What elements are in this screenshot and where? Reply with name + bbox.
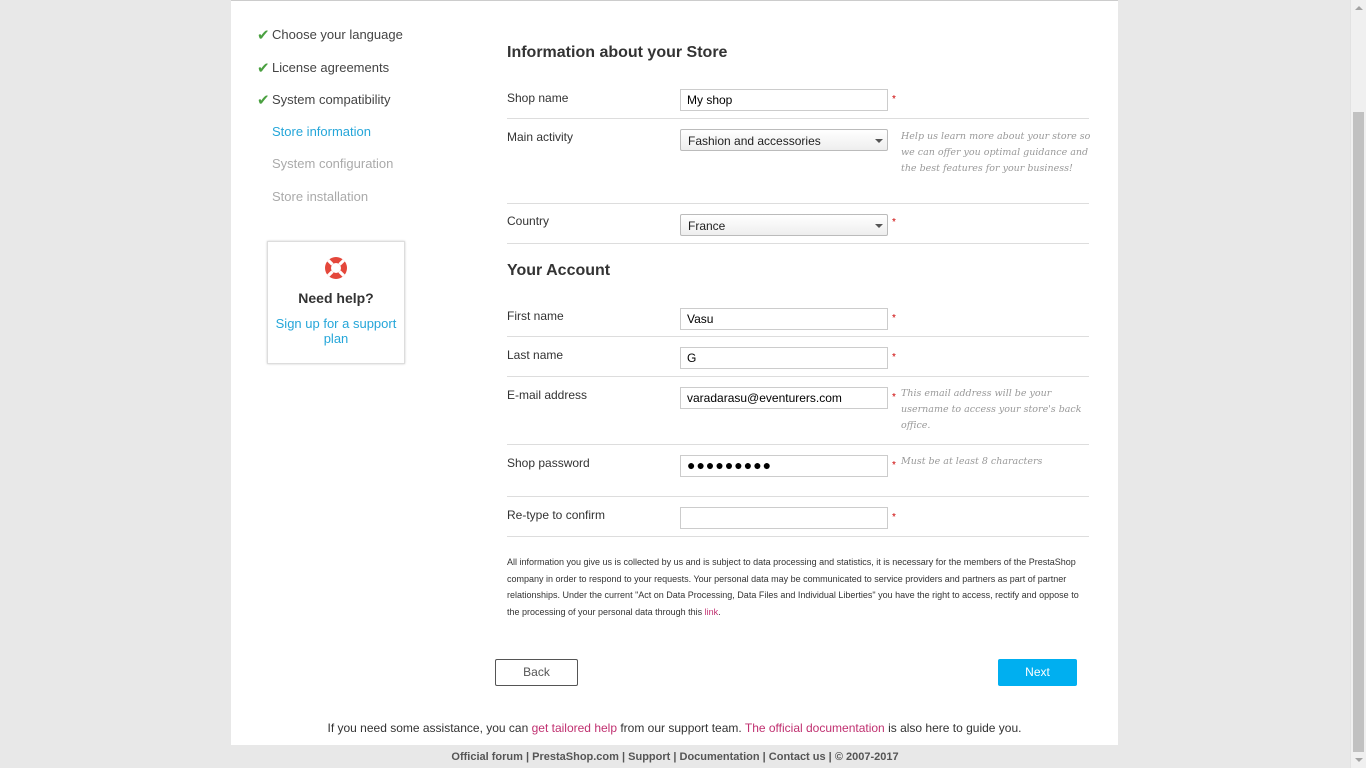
scroll-up-arrow-icon[interactable]: [1351, 0, 1366, 16]
support-plan-link[interactable]: Sign up for a support plan: [275, 316, 397, 346]
separator: |: [670, 751, 680, 763]
first-name-input[interactable]: [680, 308, 888, 330]
row-confirm-password: [507, 497, 1089, 537]
row-country: [507, 204, 1089, 244]
footer-links: [0, 751, 1350, 763]
legal-link[interactable]: link: [704, 606, 719, 617]
confirm-password-field[interactable]: [680, 507, 888, 529]
assist-text-1: If you need some assistance, you can: [327, 721, 532, 735]
next-button[interactable]: Next: [998, 659, 1077, 686]
email-label: E-mail address: [507, 388, 588, 402]
country-label: Country: [507, 214, 550, 228]
main-activity-label: Main activity: [507, 130, 574, 144]
scroll-thumb[interactable]: [1353, 112, 1364, 752]
row-first-name: [507, 304, 1089, 337]
separator: |: [522, 751, 533, 763]
confirm-password-label: Re-type to confirm: [507, 508, 606, 522]
row-main-activity: [507, 119, 1089, 204]
help-title: Need help?: [298, 290, 374, 306]
assist-text-2: from our support team.: [617, 721, 745, 735]
required-mark: *: [892, 460, 896, 471]
email-hint: This email address will be your username to access your store's back office.: [901, 388, 1082, 431]
country-value: France: [688, 219, 726, 233]
main-activity-hint: Help us learn more about your store so we can offer you optimal guidance and the best features for your business!: [901, 131, 1091, 174]
legal-end: .: [718, 606, 721, 617]
footer-docs-link[interactable]: Documentation: [679, 751, 760, 763]
country-select[interactable]: [680, 214, 888, 236]
back-button[interactable]: Back: [495, 659, 578, 686]
assist-text-3: is also here to guide you.: [884, 721, 1022, 735]
checkmark-icon: ✔: [257, 60, 270, 77]
footer-support-link[interactable]: Support: [628, 751, 671, 763]
chevron-down-icon: [875, 224, 883, 228]
required-mark: *: [892, 392, 896, 403]
step-label: License agreements: [272, 60, 390, 75]
separator: |: [618, 751, 629, 763]
vertical-scrollbar[interactable]: [1350, 0, 1366, 768]
checkmark-icon: ✔: [257, 92, 270, 109]
row-last-name: [507, 337, 1089, 377]
footer-site-link[interactable]: PrestaShop.com: [532, 751, 619, 763]
shop-name-input[interactable]: [680, 89, 888, 111]
required-mark: *: [892, 352, 896, 363]
tailored-help-link[interactable]: get tailored help: [531, 721, 618, 735]
step-label: Store installation: [272, 189, 369, 204]
first-name-label: First name: [507, 309, 564, 323]
separator: |: [759, 751, 769, 763]
documentation-link[interactable]: The official documentation: [744, 721, 885, 735]
step-label: Store information: [272, 124, 371, 139]
step-label: System compatibility: [272, 92, 391, 107]
row-email: [507, 377, 1089, 445]
password-hint: Must be at least 8 characters: [901, 456, 1043, 467]
account-section-title: Your Account: [507, 262, 611, 279]
help-box: [267, 241, 405, 364]
required-mark: *: [892, 94, 896, 105]
legal-text: All information you give us is collected by us and is subject to data processing and statistics, it is necessary for the members of the PrestaShop company in order to respond to your requests. Your personal data may be communicated to service providers and partners as part of partner relationships. Under the current "Act on Data Processing, Data Files and Individual Liberties" you have the right to access, rectify and oppose to the processing of your personal data through this: [507, 557, 1079, 617]
footer-forum-link[interactable]: Official forum: [451, 751, 523, 763]
installer-page: [231, 0, 1118, 745]
password-label: Shop password: [507, 456, 590, 470]
store-section-title: Information about your Store: [507, 44, 728, 61]
password-field[interactable]: ●●●●●●●●●: [680, 455, 888, 477]
required-mark: *: [892, 313, 896, 324]
assistance-text: [231, 721, 1118, 735]
last-name-label: Last name: [507, 348, 564, 362]
checkmark-icon: ✔: [257, 27, 270, 44]
required-mark: *: [892, 217, 896, 228]
row-shop-name: [507, 87, 1089, 119]
chevron-down-icon: [875, 139, 883, 143]
separator: |: [825, 751, 835, 763]
last-name-input[interactable]: [680, 347, 888, 369]
email-field[interactable]: [680, 387, 888, 409]
lifebuoy-icon: [323, 255, 349, 281]
step-label: System configuration: [272, 156, 394, 171]
shop-name-label: Shop name: [507, 91, 569, 105]
row-password: [507, 445, 1089, 497]
scroll-down-arrow-icon[interactable]: [1351, 752, 1366, 768]
footer-copyright: © 2007-2017: [834, 751, 899, 763]
step-label: Choose your language: [272, 27, 403, 42]
main-activity-select[interactable]: [680, 129, 888, 151]
main-activity-value: Fashion and accessories: [688, 134, 821, 148]
footer-contact-link[interactable]: Contact us: [768, 751, 826, 763]
required-mark: *: [892, 512, 896, 523]
legal-notice: [507, 554, 1091, 620]
